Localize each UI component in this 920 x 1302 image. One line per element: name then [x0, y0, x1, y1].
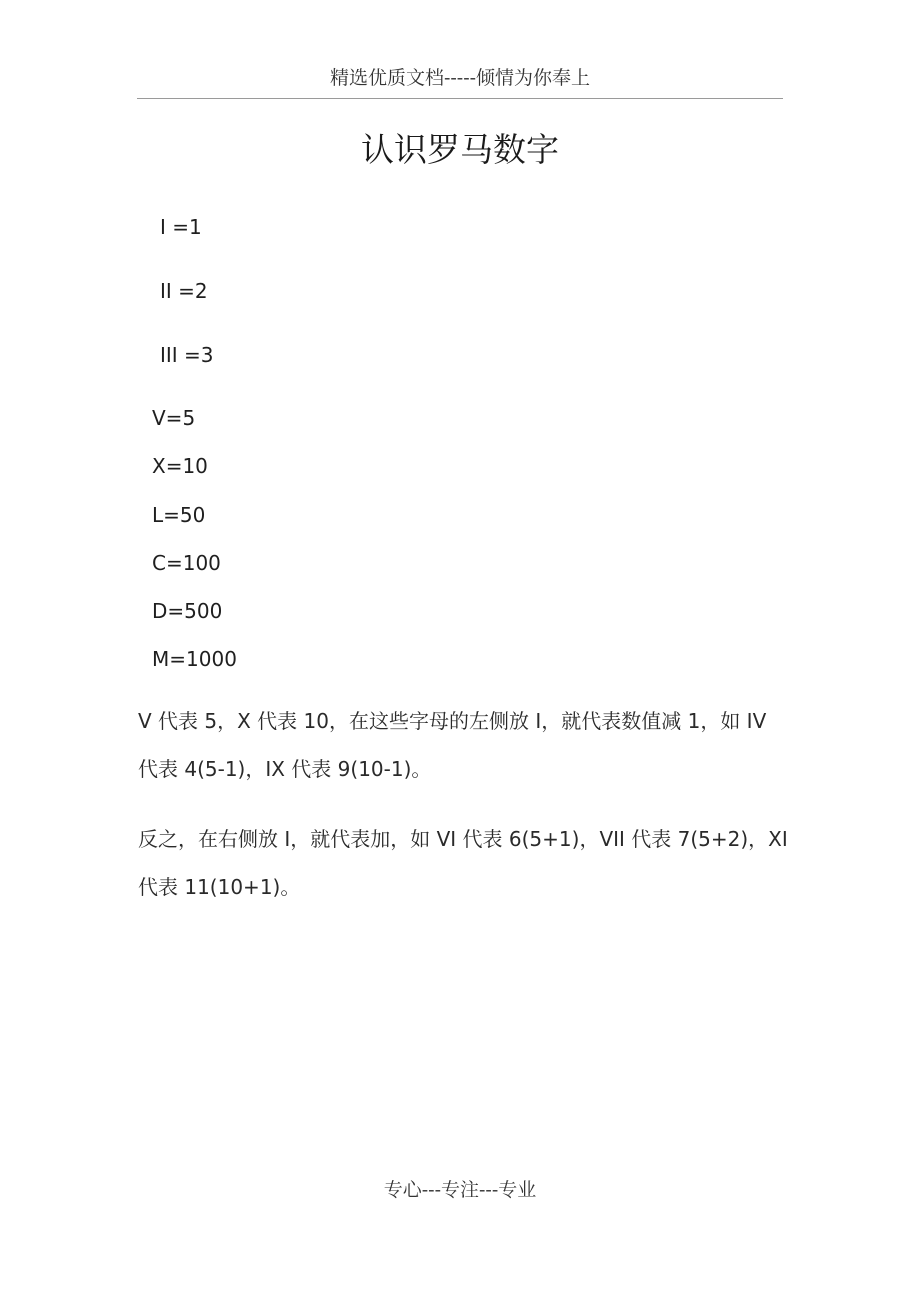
document-title: 认识罗马数字 [361, 130, 559, 169]
numeral-row-ii: II =2 [160, 279, 208, 303]
numeral-row-l: L=50 [152, 503, 206, 527]
numeral-row-iii: III =3 [160, 343, 214, 367]
page-footer: 专心---专注---专业 [383, 1179, 537, 1201]
numeral-row-m: M=1000 [152, 647, 237, 671]
paragraph-addition-rule: 反之，在右侧放 I，就代表加，如 VI 代表 6(5+1)，VII 代表 7(5+2)，XI 代表 11(10+1)。 [138, 827, 788, 899]
page-header: 精选优质文档-----倾情为你奉上 [137, 62, 783, 99]
numeral-row-c: C=100 [152, 551, 221, 575]
numeral-row-i: I =1 [160, 215, 202, 239]
numeral-row-x: X=10 [152, 454, 208, 478]
paragraph-subtraction-rule: V 代表 5，X 代表 10，在这些字母的左侧放 I，就代表数值减 1，如 IV 代表 4(5-1)，IX 代表 9(10-1)。 [138, 709, 767, 781]
numeral-row-v: V=5 [152, 406, 196, 430]
numeral-row-d: D=500 [152, 599, 223, 623]
